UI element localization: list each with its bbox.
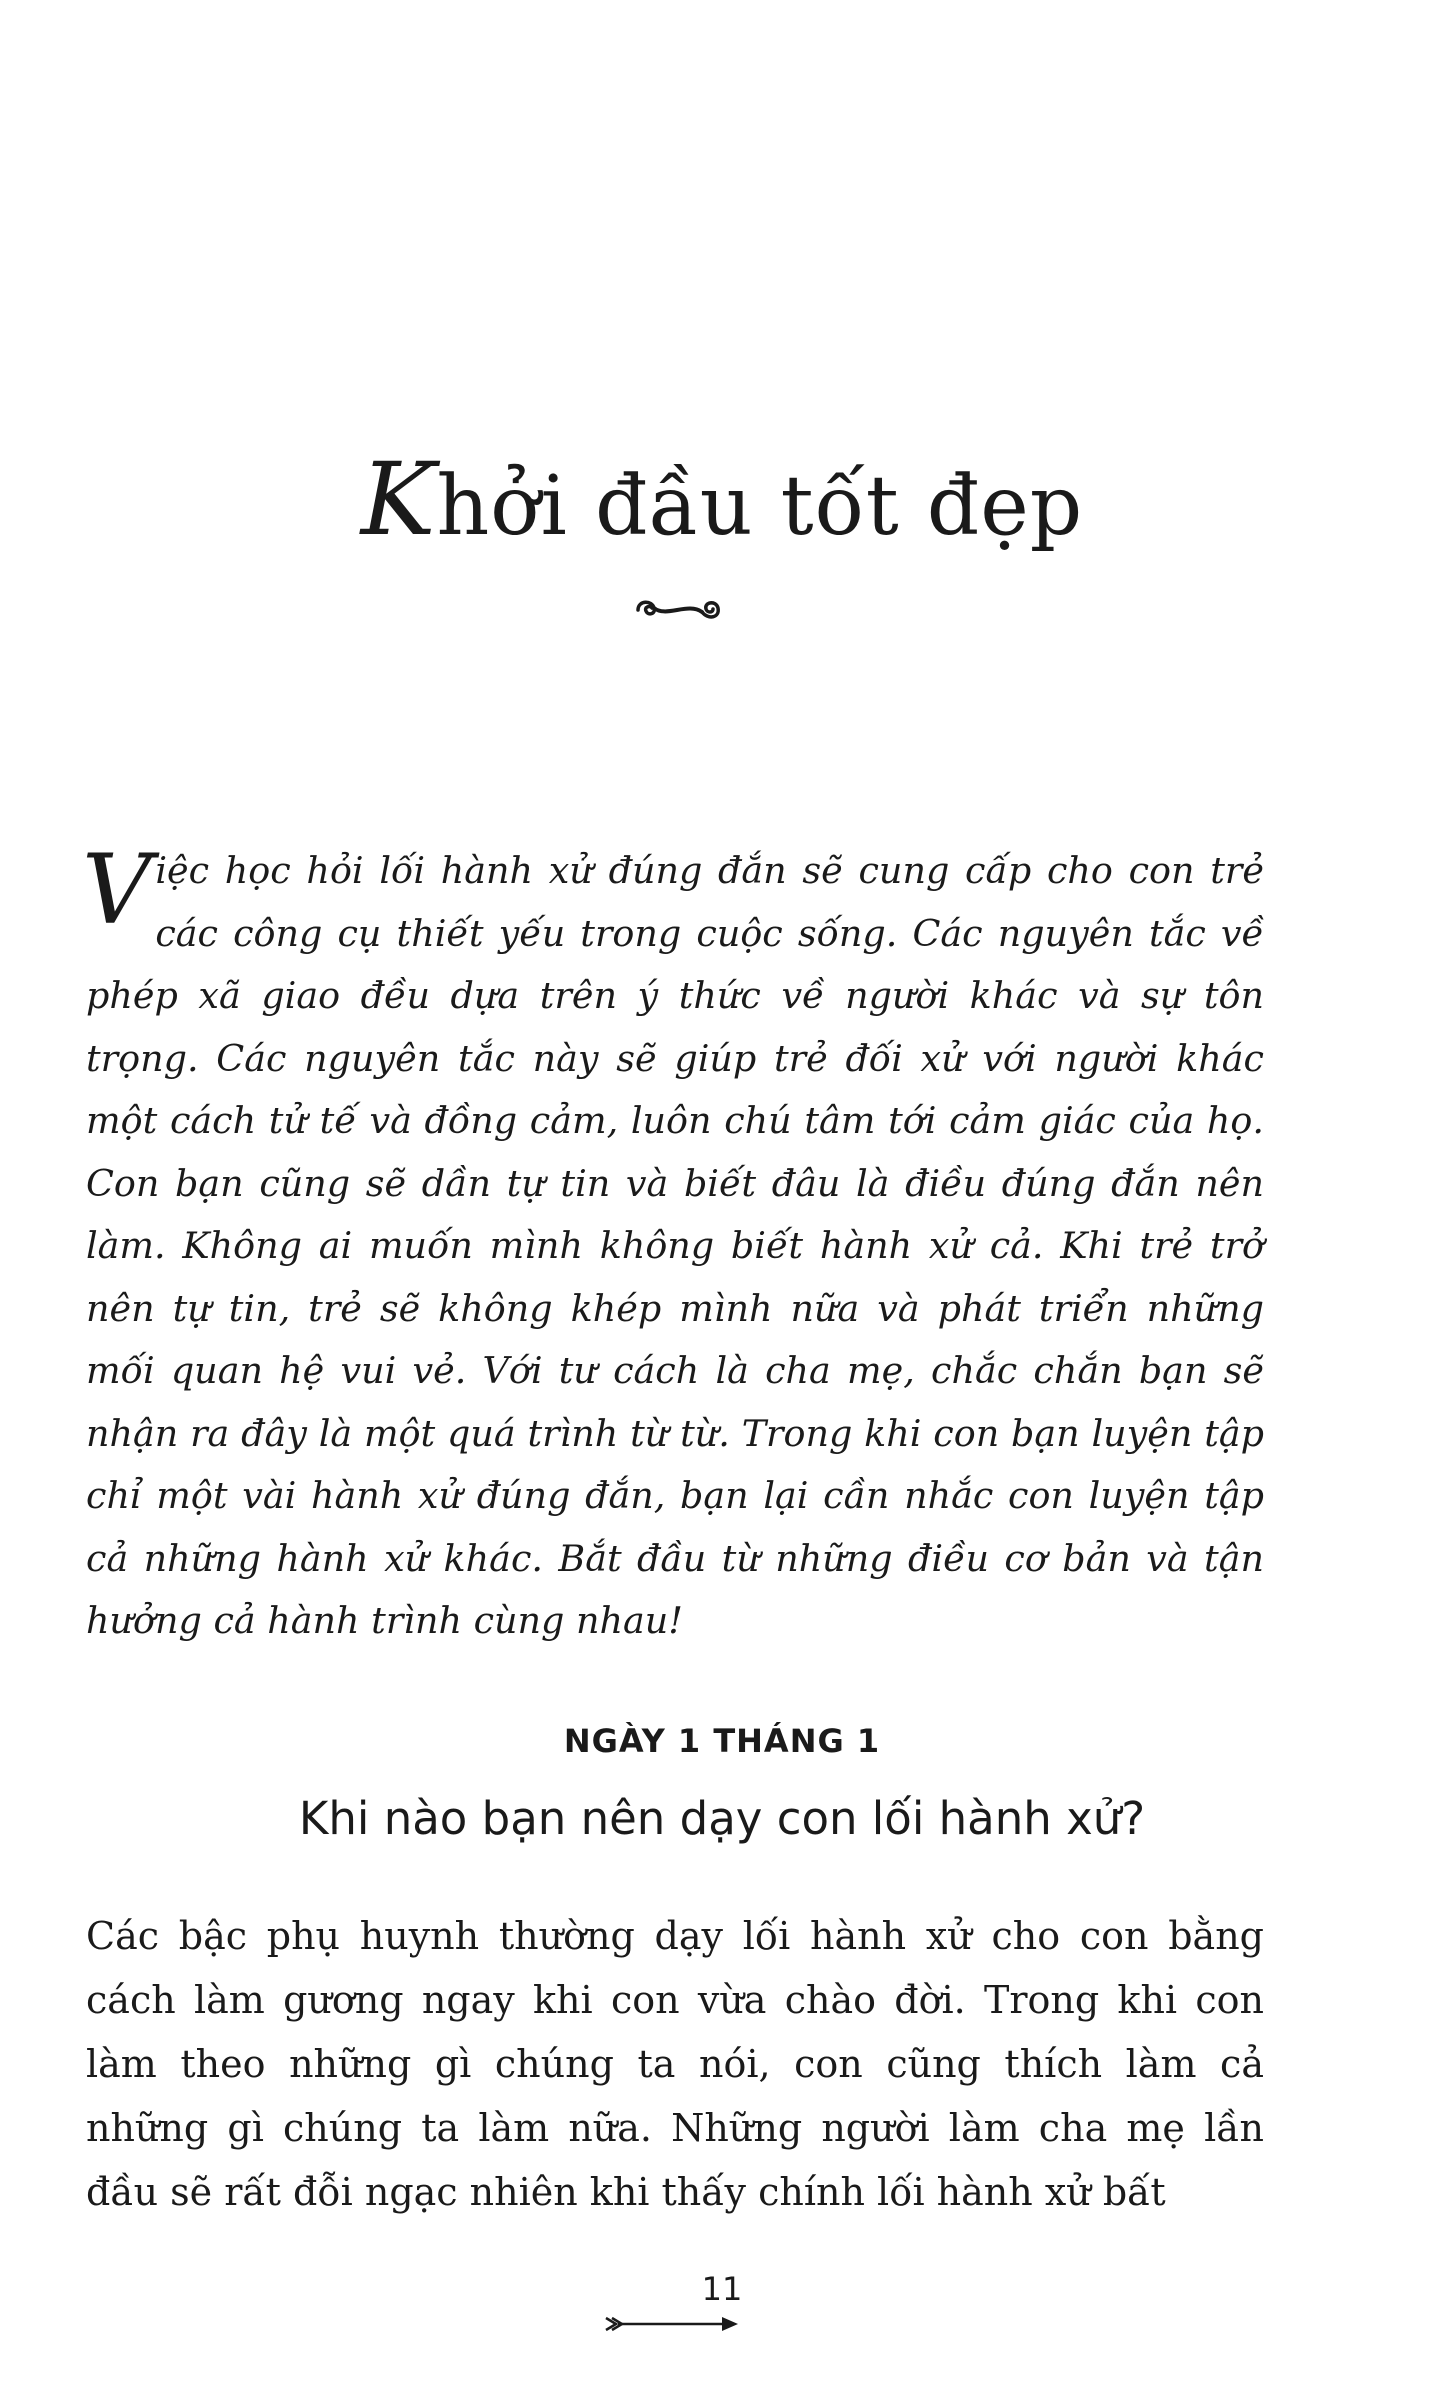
- entry-date: NGÀY 1 THÁNG 1: [563, 1722, 881, 1760]
- swirl-ornament-icon: [628, 594, 728, 626]
- arrow-ornament-icon: [604, 2314, 740, 2334]
- entry-title: Khi nào bạn nên dạy con lối hành xử?: [298, 1792, 1146, 1845]
- drop-cap: V: [82, 834, 152, 946]
- page-number: 11: [701, 2270, 743, 2308]
- chapter-title-rest: hởi đầu tốt đẹp: [436, 459, 1084, 554]
- intro-paragraph: [82, 834, 1264, 1653]
- chapter-title: [0, 440, 1444, 560]
- entry-body: Các bậc phụ huynh thường dạy lối hành xử cho con bằng cách làm gương ngay khi con vừa chào đời. Trong khi con làm theo những gì chúng ta nói, con cũng thích làm cả những gì chúng ta làm nữa. Những người làm cha mẹ lần đầu sẽ rất đỗi ngạc nhiên khi thấy chính lối hành xử bất: [86, 1914, 1264, 2214]
- intro-text: iệc học hỏi lối hành xử đúng đắn sẽ cung cấp cho con trẻ các công cụ thiết yếu trong cuộc sống. Các nguyên tắc về phép xã giao đều dựa trên ý thức về người khác và sự tôn trọng. Các nguyên tắc này sẽ giúp trẻ đối xử với người khác một cách tử tế và đồng cảm, luôn chú tâm tới cảm giác của họ. Con bạn cũng sẽ dần tự tin và biết đâu là điều đúng đắn nên làm. Không ai muốn mình không biết hành xử cả. Khi trẻ trở nên tự tin, trẻ sẽ không khép mình nữa và phát triển những mối quan hệ vui vẻ. Với tư cách là cha mẹ, chắc chắn bạn sẽ nhận ra đây là một quá trình từ từ. Trong khi con bạn luyện tập chỉ một vài hành xử đúng đắn, bạn lại cần nhắc con luyện tập cả những hành xử khác. Bắt đầu từ những điều cơ bản và tận hưởng cả hành trình cùng nhau!: [86, 849, 1264, 1642]
- chapter-title-initial: K: [360, 441, 437, 558]
